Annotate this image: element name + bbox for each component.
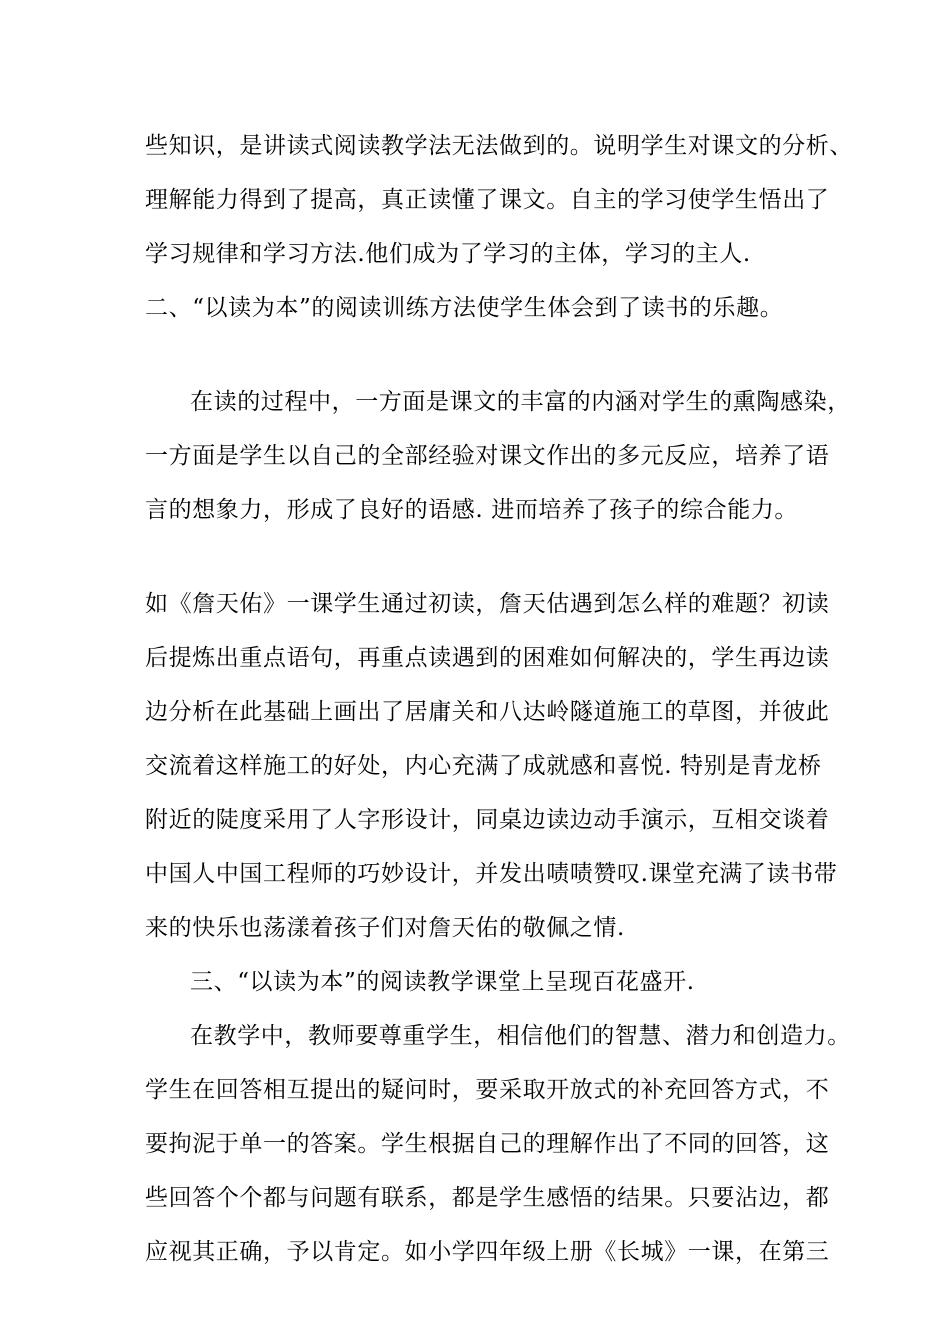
section-heading: 二、“以读为本”的阅读训练方法使学生体会到了读书的乐趣。 (145, 295, 784, 321)
body-line: 要拘泥于单一的答案。学生根据自己的理解作出了不同的回答，这 (145, 1131, 830, 1157)
body-line: 理解能力得到了提高，真正读懂了课文。自主的学习使学生悟出了 (145, 187, 830, 213)
body-line: 学习规律和学习方法.他们成为了学习的主体，学习的主人. (145, 241, 751, 267)
body-line: 应视其正确，予以肯定。如小学四年级上册《长城》一课，在第三 (145, 1239, 830, 1265)
body-line: 学生在回答相互提出的疑问时，要采取开放式的补充回答方式，不 (145, 1077, 830, 1103)
body-line: 在读的过程中，一方面是课文的丰富的内涵对学生的熏陶感染， (190, 389, 851, 415)
body-line: 边分析在此基础上画出了居庸关和八达岭隧道施工的草图，并彼此 (145, 699, 830, 725)
body-line: 附近的陡度采用了人字形设计，同桌边读边动手演示，互相交谈着 (145, 807, 830, 833)
body-line: 些知识，是讲读式阅读教学法无法做到的。说明学生对课文的分析、 (145, 133, 853, 159)
body-line: 在教学中，教师要尊重学生，相信他们的智慧、潜力和创造力。 (190, 1023, 851, 1049)
body-line: 些回答个个都与问题有联系，都是学生感悟的结果。只要沾边，都 (145, 1185, 830, 1211)
body-line: 来的快乐也荡漾着孩子们对詹天佑的敬佩之情. (145, 915, 625, 941)
body-line: 一方面是学生以自己的全部经验对课文作出的多元反应，培养了语 (145, 443, 830, 469)
body-line: 后提炼出重点语句，再重点读遇到的困难如何解决的，学生再边读 (145, 645, 830, 671)
section-heading: 三、“以读为本”的阅读教学课堂上呈现百花盛开. (190, 969, 695, 995)
body-line: 交流着这样施工的好处，内心充满了成就感和喜悦. 特别是青龙桥 (145, 753, 822, 779)
body-line: 中国人中国工程师的巧妙设计，并发出啧啧赞叹.课堂充满了读书带 (145, 861, 838, 887)
body-line: 言的想象力，形成了良好的语感. 进而培养了孩子的综合能力。 (145, 497, 799, 523)
body-line: 如《詹天佑》一课学生通过初读，詹天估遇到怎么样的难题？初读 (145, 591, 830, 617)
